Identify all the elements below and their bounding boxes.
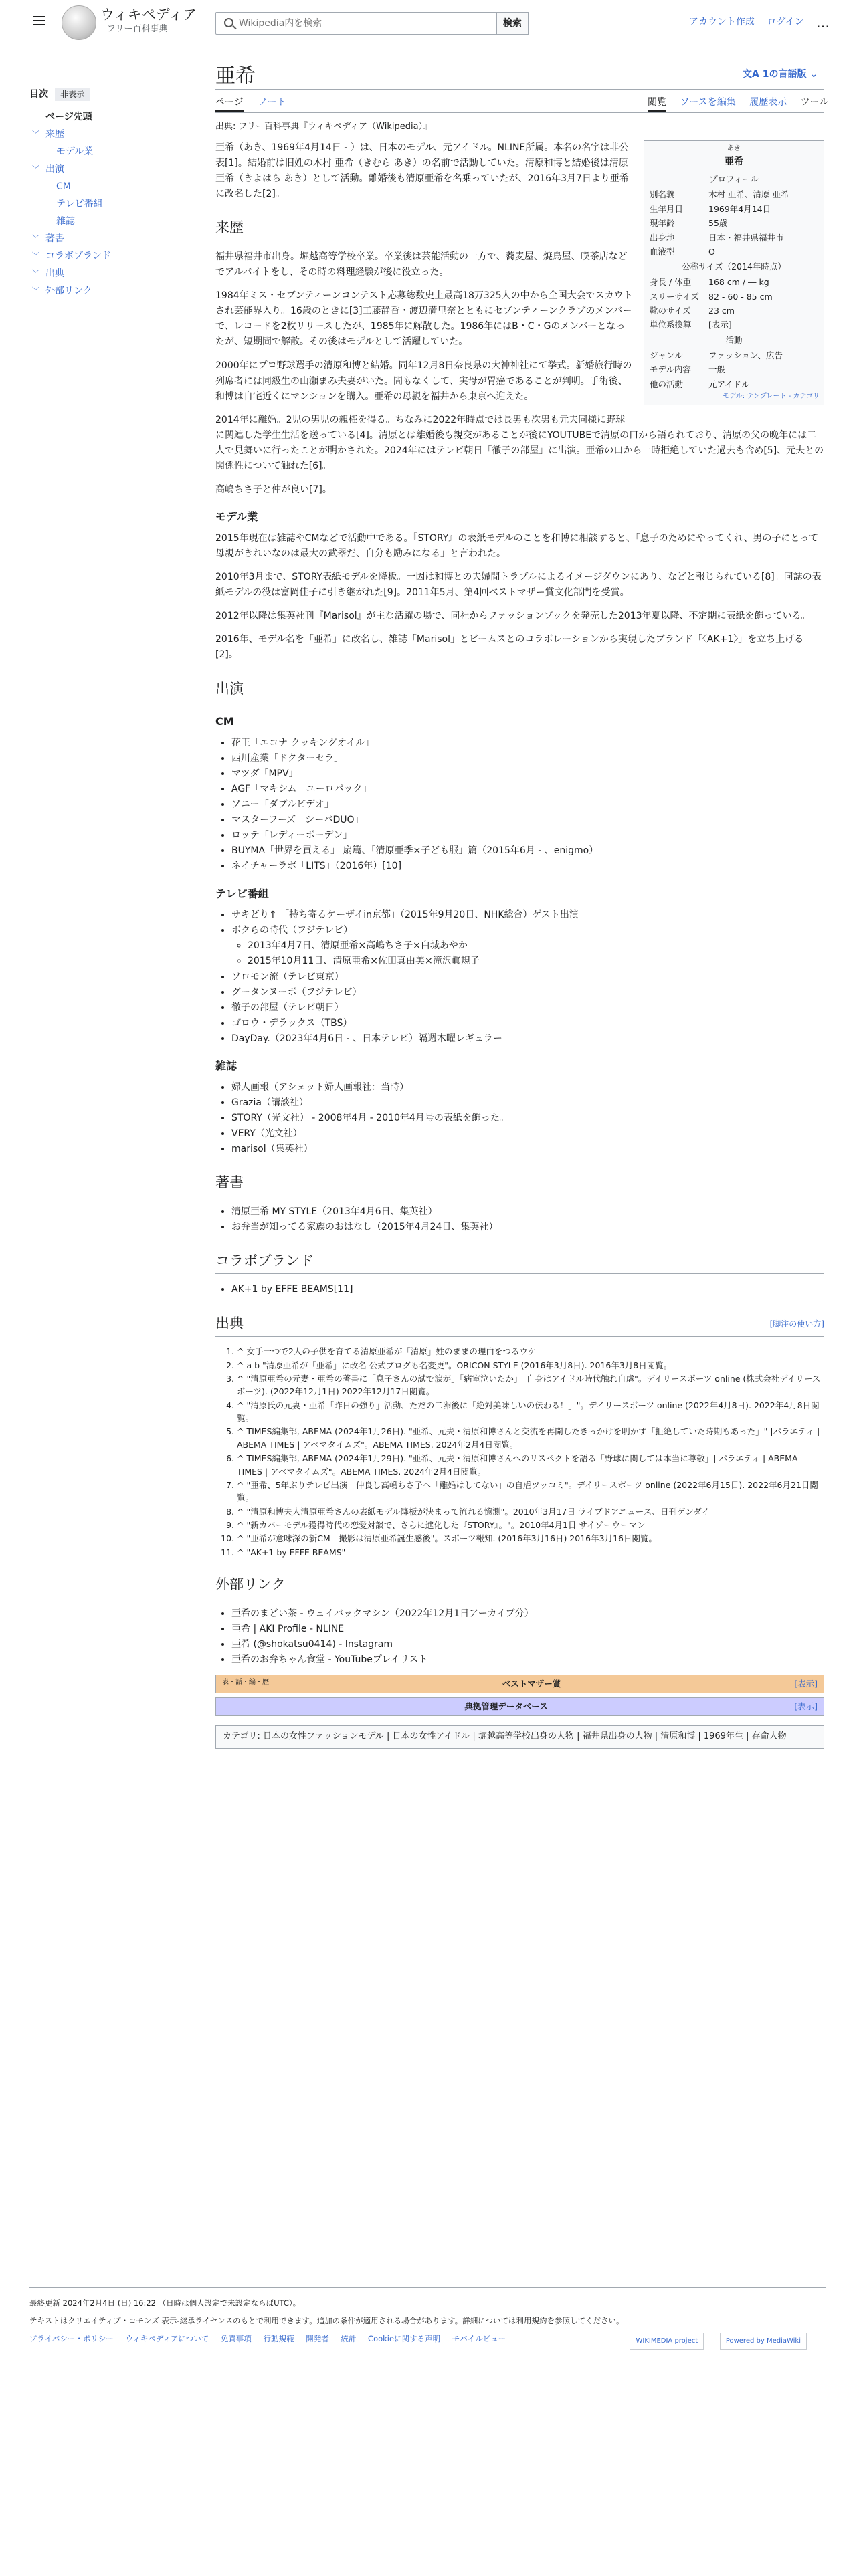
footer-link[interactable]: Cookieに関する声明 bbox=[368, 2333, 441, 2343]
external-link-list bbox=[231, 1606, 824, 1668]
infobox-row bbox=[648, 362, 820, 377]
category-links[interactable]: カテゴリ: 日本の女性ファッションモデル | 日本の女性アイドル | 堀越高等学校出身の人物 | 福井県出身の人物 | 清原和博 | 1969年生 | 存命人物 bbox=[215, 1725, 824, 1749]
infobox-row bbox=[648, 245, 820, 259]
infobox-activity-table bbox=[648, 348, 820, 391]
tab-edit-source[interactable]: ソースを編集 bbox=[680, 97, 736, 108]
license-text: テキストはクリエイティブ・コモンズ 表示-継承ライセンスのもとで利用できます。追加の条件が適用される場合があります。詳細については利用規約を参照してください。 bbox=[29, 2316, 624, 2326]
footer-link[interactable]: 開発者 bbox=[306, 2333, 329, 2343]
list-item: 3. ^ "清原亜希の元妻・亜希の著書に「息子さんの試で涙が」「病室泣いたか」 自身はアイドル時代触れ自虐"。デイリースポーツ online (株式会社デイリースポーツ). (2022年12月1日) 2022年12月17日閲覧。 bbox=[237, 1372, 824, 1398]
infobox-key: 血液型 bbox=[650, 246, 675, 257]
footnote-help-link[interactable]: [脚注の使い方] bbox=[769, 1319, 824, 1329]
toc-item-label: 著書 bbox=[45, 233, 64, 245]
toc-item-label: モデル業 bbox=[56, 146, 94, 158]
footer-link[interactable]: プライバシー・ポリシー bbox=[29, 2333, 114, 2343]
toc-item[interactable] bbox=[29, 195, 197, 213]
list-item: 7. ^ "亜希、5年ぶりテレビ出演 仲良し高嶋ちさ子へ「離婚はしてない」の自虐ツッコミ"。デイリースポーツ online (2022年6月15日). 2022年6月21日閲覧。 bbox=[237, 1479, 824, 1505]
infobox-row bbox=[648, 187, 820, 201]
login-link[interactable]: ログイン bbox=[767, 17, 804, 27]
list-item: • AGF「マキシム ユーロパック」 bbox=[231, 782, 824, 797]
model-paragraph: 2012年以降は集英社刊『Marisol』が主な活躍の場で、同社からファッションブックを発売した2013年夏以降、不定期に表紙を飾っている。 bbox=[215, 611, 811, 622]
list-item: • DayDay.（2023年4月6日 - 、日本テレビ）隔週木曜レギュラー bbox=[231, 1031, 824, 1047]
toc-item-label: 出演 bbox=[45, 164, 64, 175]
model-paragraph: 2016年、モデル名を「亜希」に改名し、雑誌「Marisol」とビームスとのコラボレーションから実現したブランド「〈AK+1〉」を立ち上げる[2]。 bbox=[215, 634, 804, 661]
book-list bbox=[231, 1204, 824, 1235]
list-item: • 清原亜希 MY STYLE（2013年4月6日、集英社） bbox=[231, 1204, 824, 1220]
list-item: • 亜希のまどい茶 - ウェイバックマシン（2022年12月1日アーカイブ分） bbox=[231, 1606, 824, 1622]
list-item: • マスターフーズ「シーバDUO」 bbox=[231, 813, 824, 828]
list-item: • Grazia（講談社） bbox=[231, 1095, 824, 1111]
infobox-value: 一般 bbox=[708, 364, 726, 375]
model-paragraph: 2010年3月まで、STORY表紙モデルを降板。一因は和博との夫婦間トラブルによるイメージダウンにあり、などと報じられている[8]。同誌の表紙モデルの役は富岡佳子に引き継がれた[9]。2011年5月、第4回ベストマザー賞文化部門を受賞。 bbox=[215, 572, 822, 599]
infobox-value: ファッション、広告 bbox=[708, 350, 783, 360]
list-item: • 亜希のお弁ちゃん食堂 - YouTubeプレイリスト bbox=[231, 1652, 824, 1668]
chevron-icon[interactable]: ﹀ bbox=[32, 165, 39, 174]
toc-item-label: コラボブランド bbox=[45, 251, 111, 262]
collab-list bbox=[231, 1282, 824, 1297]
infobox-section-size: 公称サイズ（2014年時点） bbox=[682, 261, 786, 272]
tab-history[interactable]: 履歴表示 bbox=[749, 97, 787, 108]
chevron-icon[interactable]: ﹀ bbox=[32, 234, 39, 243]
create-account-link[interactable]: アカウント作成 bbox=[689, 17, 755, 27]
chevron-icon[interactable]: ﹀ bbox=[32, 286, 39, 296]
toc-item-label: 外部リンク bbox=[45, 286, 92, 297]
history-paragraph: 高嶋ちさ子と仲が良い[7]。 bbox=[215, 484, 332, 496]
heading-collab: コラボブランド bbox=[215, 1250, 824, 1275]
infobox-value: 元アイドル bbox=[708, 379, 750, 389]
history-paragraph: 2000年にプロ野球選手の清原和博と結婚。同年12月8日奈良県の大神神社にて挙式。新婚旅行時の列席者には同級生の山瀬まみ夫妻がいた。間もなくして、実母が胃癌であることが判明。手術後、和博は自宅近くにマンションを購入。亜希の母親を福井から東京へ迎えた。 bbox=[215, 360, 632, 402]
infobox-key: 靴のサイズ bbox=[650, 306, 691, 316]
mediawiki-badge[interactable]: Powered by MediaWiki bbox=[720, 2333, 807, 2350]
infobox-row bbox=[648, 304, 820, 318]
heading-references bbox=[215, 1313, 824, 1337]
infobox-row bbox=[648, 202, 820, 216]
toc-item-label: 雑誌 bbox=[56, 216, 75, 227]
page-source: 出典: フリー百科事典『ウィキペディア（Wikipedia）』 bbox=[215, 122, 432, 132]
tabs-divider bbox=[215, 112, 824, 113]
heading-tv: テレビ番組 bbox=[215, 887, 269, 900]
list-item: 10. ^ "亜希が意味深の新CM 撮影は清原亜希誕生感後"。スポーツ報知. (2016年3月16日) 2016年3月16日閲覧。 bbox=[237, 1532, 824, 1545]
list-item-text: ボクらの時代（フジテレビ） bbox=[231, 925, 353, 936]
wikipedia-logo-icon[interactable] bbox=[62, 5, 96, 40]
infobox-key: 別名義 bbox=[650, 189, 675, 200]
model-paragraph: 2015年現在は雑誌やCMなどで活動中である。『STORY』の表紙モデルのことを和博に相談すると、「息子のためにやってくれ、男の子にとって母親がきれいなのは最大の武器だ、自分も励みになる」と言われた。 bbox=[215, 532, 819, 559]
toc-item-label: 出典 bbox=[45, 268, 64, 280]
history-paragraph: 1984年ミス・セブンティーンコンテスト応募総数史上最高18万325人の中から全国大会でスカウトされ芸能界入り。16歳のときに[3]工藤静香・渡辺満里奈とともにセブンティーンクラブのメンバーで、レコードを2枚リリースしたが、1985年に解散した。1986年にはB・C・Gのメンバーとなったが、短期間で解散。その後はモデルとして活躍していた。 bbox=[215, 290, 633, 348]
list-item: ◦ 2015年10月11日、清原亜希×佐田真由美×滝沢眞規子 bbox=[248, 954, 824, 969]
infobox-key: 他の活動 bbox=[650, 379, 684, 389]
infobox-ruby: あき bbox=[727, 145, 741, 152]
toc-item[interactable] bbox=[29, 230, 197, 247]
footer-link[interactable]: ウィキペディアについて bbox=[125, 2333, 209, 2343]
infobox-value: 23 cm bbox=[708, 306, 735, 316]
more-options-icon[interactable]: … bbox=[816, 15, 830, 31]
list-item: 1. ^ 女手一つで2人の子供を育てる清原亜希が「清原」姓のままの理由をつるウケ bbox=[237, 1345, 824, 1358]
tab-talk[interactable]: ノート bbox=[258, 97, 286, 108]
navbox-show-button[interactable]: [表示] bbox=[794, 1679, 818, 1689]
infobox-key: 単位系換算 bbox=[650, 320, 692, 330]
infobox-section-activity: 活動 bbox=[725, 334, 743, 345]
tab-page[interactable]: ページ bbox=[215, 97, 244, 112]
infobox-value: [表示] bbox=[708, 320, 732, 330]
infobox-row bbox=[648, 216, 820, 230]
list-item: 6. ^ TIMES編集部, ABEMA (2024年1月29日). "亜希、元夫・清原和博さんへのリスペクトを語る「野球に関しては本当に尊敬」| バラエティ | ABEMA TIMES | アベマタイムズ"。ABEMA TIMES. 2024年2月4日閲覧。 bbox=[237, 1452, 824, 1478]
infobox bbox=[644, 140, 824, 405]
infobox-size-table bbox=[648, 275, 820, 332]
toc-item[interactable] bbox=[29, 213, 197, 230]
infobox-name: 亜希 bbox=[648, 154, 820, 171]
infobox-key: ジャンル bbox=[650, 350, 683, 360]
toc-item-label: CM bbox=[56, 181, 71, 193]
infobox-row bbox=[648, 348, 820, 362]
list-item: • マツダ「MPV」 bbox=[231, 766, 824, 782]
list-item: • 亜希 (@shokatsu0414) - Instagram bbox=[231, 1637, 824, 1652]
language-count: 1の言語版 bbox=[762, 69, 807, 80]
infobox-key: モデル内容 bbox=[650, 364, 691, 375]
toc-item[interactable] bbox=[29, 143, 197, 160]
wikimedia-badge[interactable]: WIKIMEDIA project bbox=[630, 2333, 704, 2350]
footer-link[interactable]: 統計 bbox=[341, 2333, 357, 2343]
navbox-title[interactable]: ベストマザー賞 bbox=[502, 1679, 561, 1689]
list-item: 9. ^ "新カバーモデル獲得時代の恋愛対談で、さらに進化した『STORY』。"。2010年4月1日 サイゾーウーマン bbox=[237, 1519, 824, 1531]
list-item bbox=[231, 923, 824, 969]
list-item: • BUYMA「世界を買える」 扇篇、「清原亜季×子ども服」篇（2015年6月 - 、enigmo） bbox=[231, 843, 824, 859]
toc-hide-button[interactable]: 非表示 bbox=[55, 88, 90, 101]
list-item: • 西川産業「ドクターセラ」 bbox=[231, 751, 824, 766]
reference-list bbox=[237, 1345, 824, 1559]
footer-links bbox=[29, 2333, 826, 2345]
article-content bbox=[215, 140, 824, 1749]
list-item: • 徹子の部屋（テレビ朝日） bbox=[231, 1000, 824, 1016]
infobox-section-profile: プロフィール bbox=[709, 174, 759, 185]
infobox-value: 木村 亜希、清原 亜希 bbox=[708, 189, 789, 200]
toc-item[interactable] bbox=[29, 282, 197, 300]
list-item: • ロッテ「レディーボーデン」 bbox=[231, 828, 824, 843]
list-item: • サキどり↑ 「持ち寄るケーザイin京都」（2015年9月20日、NHK総合）ゲスト出演 bbox=[231, 907, 824, 923]
navbox-title[interactable]: 典拠管理データベース bbox=[464, 1701, 548, 1712]
tab-read[interactable]: 閲覧 bbox=[648, 97, 666, 112]
toc-item-label: ページ先頭 bbox=[45, 112, 92, 123]
chevron-icon[interactable]: ﹀ bbox=[32, 130, 39, 139]
list-item: • 婦人画報（アシェット婦人画報社：当時） bbox=[231, 1080, 824, 1095]
search-input[interactable] bbox=[239, 14, 493, 33]
last-edited: 最終更新 2024年2月4日 (日) 16:22 （日時は個人設定で未設定ならばUTC）。 bbox=[29, 2298, 301, 2308]
list-item: • ソロモン流（テレビ東京） bbox=[231, 970, 824, 985]
footer-link[interactable]: モバイルビュー bbox=[452, 2333, 506, 2343]
infobox-key: 出身地 bbox=[650, 232, 675, 243]
history-paragraph: 福井県福井市出身。堀越高等学校卒業。卒業後は芸能活動の一方で、蕎麦屋、焼鳥屋、喫茶店などでアルバイトをし、その時の料理経験が後に役立った。 bbox=[215, 251, 628, 278]
infobox-value: 55歳 bbox=[708, 218, 728, 229]
infobox-key: 身長 / 体重 bbox=[650, 277, 692, 288]
navbox-best-mother bbox=[215, 1675, 824, 1693]
heading-history: 来歴 bbox=[215, 217, 824, 241]
infobox-row bbox=[648, 275, 820, 289]
page-title: 亜希 bbox=[215, 64, 256, 88]
list-item: • 花王「エコナ クッキングオイル」 bbox=[231, 736, 824, 751]
navbox-vte[interactable]: 表・話・編・歴 bbox=[222, 1679, 269, 1687]
footer-link[interactable]: 免責事項 bbox=[220, 2333, 252, 2343]
infobox-value: 1969年4月14日 bbox=[708, 203, 771, 214]
footer-link[interactable]: 行動規範 bbox=[263, 2333, 294, 2343]
infobox-footer[interactable]: モデル: テンプレート - カテゴリ bbox=[723, 392, 820, 400]
tv-list bbox=[231, 907, 824, 1047]
list-item: • ネイチャーラボ「LITS」（2016年）[10] bbox=[231, 859, 824, 874]
translate-icon: 文A bbox=[743, 69, 763, 80]
site-header bbox=[0, 0, 859, 47]
search-box bbox=[215, 12, 529, 35]
navbox-authority-control bbox=[215, 1697, 824, 1716]
infobox-value: 168 cm / ― kg bbox=[708, 277, 769, 288]
cm-list bbox=[231, 736, 824, 875]
infobox-profile-table bbox=[648, 187, 820, 259]
heading-cm: CM bbox=[215, 715, 234, 728]
list-item: • グータンヌーボ（フジテレビ） bbox=[231, 985, 824, 1000]
search-icon bbox=[224, 18, 233, 27]
heading-external-links: 外部リンク bbox=[215, 1574, 824, 1598]
toc-item[interactable] bbox=[29, 126, 197, 143]
main-menu-button[interactable] bbox=[29, 13, 50, 33]
toc-item[interactable] bbox=[29, 178, 197, 195]
infobox-row bbox=[648, 231, 820, 245]
infobox-value: O bbox=[708, 246, 715, 257]
chevron-icon[interactable]: ﹀ bbox=[32, 251, 39, 261]
heading-appearances: 出演 bbox=[215, 678, 824, 703]
list-item: • STORY（光文社） - 2008年4月 - 2010年4月号の表紙を飾った。 bbox=[231, 1111, 824, 1126]
list-item: • お弁当が知ってる家族のおはなし（2015年4月24日、集英社） bbox=[231, 1220, 824, 1235]
list-item: 5. ^ TIMES編集部, ABEMA (2024年1月26日). "亜希、元夫・清原和博さんと交流を再開したきっかけを明かす「拒絶していた時期もあった」" |バラエティ | ABEMA TIMES | アベマタイムズ"。ABEMA TIMES. 2024年2月4日閲覧。 bbox=[237, 1425, 824, 1451]
toc-heading: 目次 bbox=[29, 89, 48, 100]
list-item: 8. ^ "清原和博夫人清原亜希さんの表紙モデル降板が決まって流れる憶測"。2010年3月17日 ライブドアニュース、日刊ゲンダイ bbox=[237, 1505, 824, 1518]
search-button[interactable]: 検索 bbox=[496, 12, 529, 35]
infobox-key: 現年齢 bbox=[650, 218, 675, 229]
history-paragraph: 2014年に離婚。2児の男児の親権を得る。ちなみに2022年時点では長男も次男も元夫同様に野球に関連した学生生活を送っている[4]。清原とは離婚後も親交があることが後にYOUTUBEで清原の口から語られており、清原の父の晩年には二人で見舞いに行ったことが明かされた。2024年にはテレビ朝日「徹子の部屋」に出演。亜希の口から一時拒絶していた過去も含め[5]、元夫との関係性について触れた[6]。 bbox=[215, 414, 824, 472]
language-selector[interactable] bbox=[743, 67, 818, 82]
references-title: 出典 bbox=[215, 1315, 244, 1331]
list-item: • VERY（光文社） bbox=[231, 1126, 824, 1142]
title-divider bbox=[215, 89, 824, 90]
heading-model: モデル業 bbox=[215, 510, 258, 524]
list-item: • AK+1 by EFFE BEAMS[11] bbox=[231, 1282, 824, 1297]
infobox-key: 生年月日 bbox=[650, 203, 684, 214]
infobox-value: 82 - 60 - 85 cm bbox=[708, 291, 773, 302]
view-tabs bbox=[637, 95, 828, 110]
toc-item[interactable] bbox=[29, 108, 197, 126]
site-subtitle: フリー百科事典 bbox=[107, 24, 168, 34]
list-item: • ゴロウ・デラックス（TBS） bbox=[231, 1016, 824, 1031]
toc-item[interactable] bbox=[29, 247, 197, 265]
list-item: • 亜希 | AKI Profile - NLINE bbox=[231, 1622, 824, 1637]
infobox-row bbox=[648, 318, 820, 332]
intro-paragraph: 亜希（あき、1969年4月14日 - ）は、日本のモデル、元アイドル。NLINE所属。本名の名字は非公表[1]。結婚前は旧姓の木村 亜希（きむら あき）の名前で活動していた。清原和博と結婚後は清原 亜希（きよはら あき）として活動。離婚後も清原亜希を名乗っていたが、2016年3月7日より亜希に改名した[2]。 bbox=[215, 142, 629, 200]
list-item: 11. ^ "AK+1 by EFFE BEAMS" bbox=[237, 1546, 824, 1559]
infobox-key: スリーサイズ bbox=[650, 291, 700, 302]
toc-item[interactable] bbox=[29, 160, 197, 178]
navbox-show-button[interactable]: [表示] bbox=[794, 1701, 818, 1712]
heading-magazines: 雑誌 bbox=[215, 1059, 237, 1072]
list-item: 4. ^ "清原氏の元妻・亜希「昨日の強り」活動、ただの二卵後に「絶対美味しいの伝わる！」"。デイリースポーツ online (2022年4月8日). 2022年4月8日閲覧。 bbox=[237, 1399, 824, 1425]
list-item: • ソニー「ダブルビデオ」 bbox=[231, 797, 824, 813]
tab-tools[interactable]: ツール bbox=[800, 97, 829, 108]
site-title[interactable]: ウィキペディア bbox=[100, 7, 197, 23]
user-links bbox=[689, 15, 814, 29]
infobox-row bbox=[648, 377, 820, 391]
toc-item[interactable] bbox=[29, 265, 197, 282]
magazine-list bbox=[231, 1080, 824, 1157]
table-of-contents bbox=[29, 87, 197, 300]
heading-books: 著書 bbox=[215, 1172, 824, 1196]
list-item: ◦ 2013年4月7日、清原亜希×高嶋ちさ子×白城あやか bbox=[248, 938, 824, 954]
toc-item-label: 来歴 bbox=[45, 129, 64, 140]
infobox-row bbox=[648, 290, 820, 304]
toc-item-label: テレビ番組 bbox=[56, 199, 103, 210]
chevron-icon[interactable]: ﹀ bbox=[32, 269, 39, 278]
page-footer bbox=[29, 2287, 826, 2350]
list-item: • marisol（集英社） bbox=[231, 1142, 824, 1157]
infobox-value: 日本・福井県福井市 bbox=[708, 232, 784, 243]
list-item: 2. ^ a b "清原亜希が「亜希」に改名 公式ブログも名変更"。ORICON STYLE (2016年3月8日). 2016年3月8日閲覧。 bbox=[237, 1359, 824, 1372]
namespace-tabs bbox=[215, 95, 298, 110]
chevron-down-icon: ⌄ bbox=[806, 69, 818, 80]
